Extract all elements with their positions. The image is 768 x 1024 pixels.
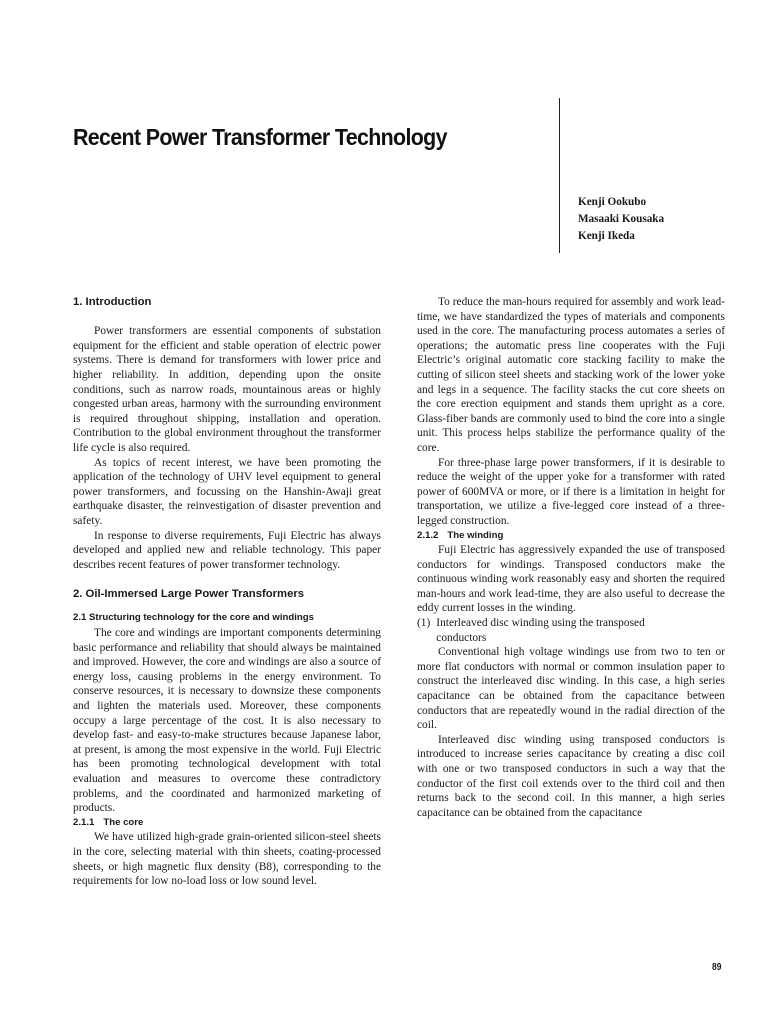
heading-number: 2.1.1 [73,816,95,828]
body-paragraph: Interleaved disc winding using transposed conductors is introduced to increase series capacitance by creating a disc coil with one or two transposed conductors in such a way that the conductor of the first coil extends over to the third coil and then returns back to the second coil. In this manner, a high series capacitance can be obtained from the capacitance [417,733,725,819]
author-name: Kenji Ookubo [578,196,647,208]
body-paragraph: Power transformers are essential components of substation equipment for the efficient and stable operation of electric power systems. There is demand for transformers with lower price and higher reliability. In addition, depending upon the onsite conditions, such as narrow roads, mountainous areas or highly congested urban areas, harmony with the surrounding environment is required throughout shipping, installation and operation. Contribution to the global environment throughout the transformer life cycle is also required. [73,325,381,454]
subsubsection-heading-core [73,816,381,831]
heading-label: The winding [447,529,504,541]
body-paragraph: We have utilized high-grade grain-oriented silicon-steel sheets in the core, selecting material with thin sheets, coating-processed sheets, or high magnetic flux density (B8), corresponding to the requirements for low no-load loss or low sound level. [73,831,381,888]
author-name: Kenji Ikeda [578,230,635,242]
body-paragraph: Conventional high voltage windings use from two to ten or more flat conductors with normal or common insulation paper to construct the interleaved disc winding. In this case, a high series capacitance can be obtained from the capacitance between conductors that are repeatedly wound in the radial direction of the coil. [417,646,725,732]
subsection-heading-structuring: 2.1 Structuring technology for the core and windings [73,612,314,624]
body-paragraph: For three-phase large power transformers, if it is desirable to reduce the weight of the upper yoke for a transformer with rated power of 600MVA or more, or if there is a limitation in height for transportation, we utilize a five-legged core instead of a three-legged construction. [417,456,725,527]
author-name: Masaaki Kousaka [578,213,665,225]
body-paragraph: In response to diverse requirements, Fuji Electric has always developed and applied new and reliable technology. This paper describes recent features of power transformer technology. [73,529,381,571]
body-paragraph: Fuji Electric has aggressively expanded the use of transposed conductors for windings. Transposed conductors make the continuous winding work reasonably easy and shorten the required man-hours and work lead-time, they are also useful to decrease the eddy current losses in the winding. [417,544,725,615]
body-paragraph: As topics of recent interest, we have been promoting the application of the technology of UHV level equipment to general power transformers, and focussing on the Hanshin-Awaji great earthquake disaster, the reinvestigation of disaster prevention and safety. [73,456,381,527]
right-column [417,295,725,820]
paper-title: Recent Power Transformer Technology [73,124,447,150]
item-text-line: Interleaved disc winding using the transposed [436,617,645,630]
enumerated-item [417,616,725,645]
section-heading-oil-immersed: 2. Oil-Immersed Large Power Transformers [73,587,305,600]
subsubsection-heading-winding [417,529,725,544]
author-list [578,194,664,245]
item-text-line: conductors [436,631,487,644]
section-heading-introduction: 1. Introduction [73,296,152,308]
left-column [73,295,381,889]
heading-number: 2.1.2 [417,529,439,541]
item-text [436,616,725,645]
heading-label: The core [103,816,144,828]
header-vertical-rule [559,98,560,253]
body-paragraph: The core and windings are important components determining basic performance and reliability that should always be maintained and improved. However, the core and windings are also a source of energy loss, causing problems in the energy environment. To conserve resources, it is necessary to downsize these components and lighten the materials used. Moreover, these components occupy a large percentage of the cost. It is also necessary to develop fast- and easy-to-make structures because Japanese labor, at present, is among the most expensive in the world. Fuji Electric has been promoting technological development with total evaluation and measures to overcome these contradictory problems, and the coordinated and harmonized marketing of products. [73,627,381,815]
item-marker: (1) [417,617,431,630]
body-paragraph: To reduce the man-hours required for assembly and work lead-time, we have standardized the types of materials and components used in the core. The manufacturing process automates a series of operations; the automatic press line cooperates with the Fuji Electric’s original automatic core stacking facility to make the cutting of silicon steel sheets and stacking work of the lower yoke and legs in a sequence. The facility stacks the cut core sheets on the core erection equipment and stands them upright as a core. Glass-fiber bands are commonly used to bind the core into a single unit. This process helps stabilize the performance quality of the core. [417,296,725,454]
page-number: 89 [712,962,722,973]
